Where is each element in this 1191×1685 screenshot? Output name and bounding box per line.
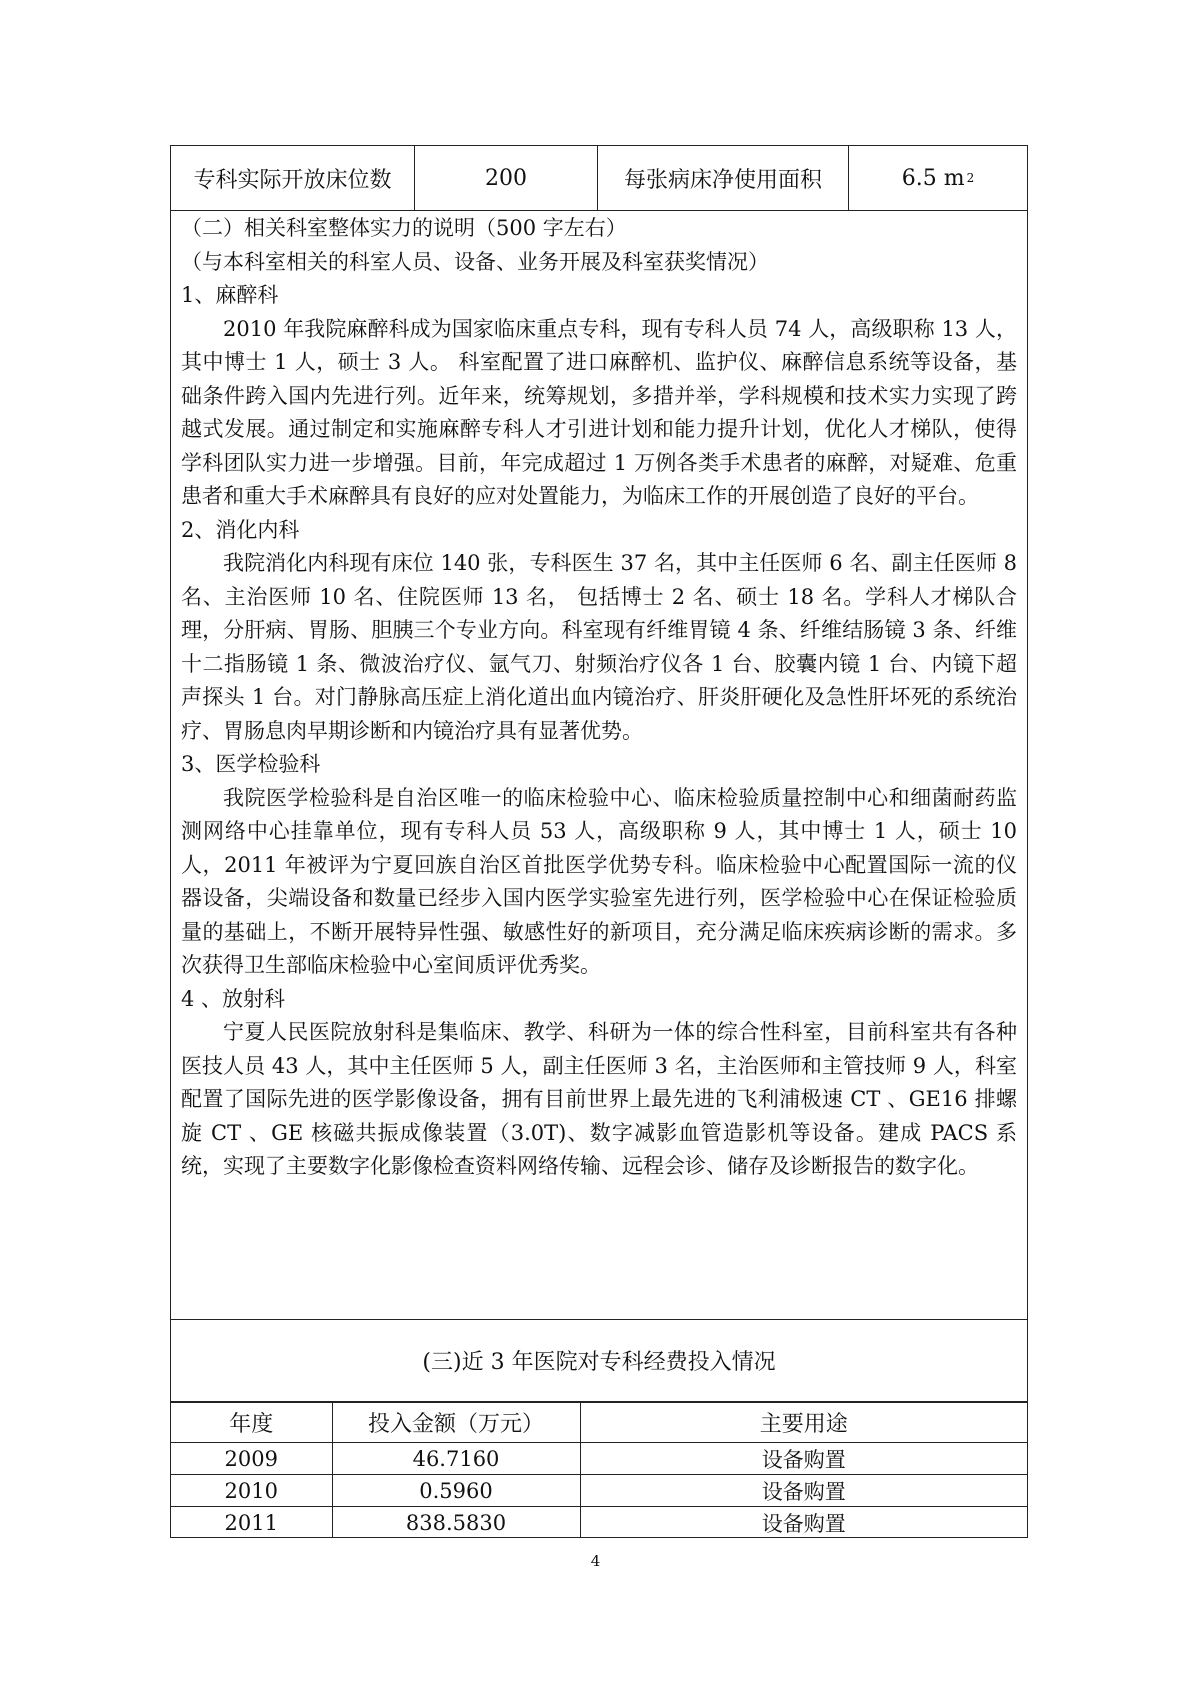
funding-table <box>171 1402 1027 1538</box>
form-table <box>170 145 1028 1538</box>
open-beds-value: 200 <box>415 146 598 210</box>
cell-amount: 838.5830 <box>332 1507 580 1539</box>
bed-area-label: 每张病床净使用面积 <box>598 146 849 210</box>
bed-area-value <box>849 146 1027 210</box>
cell-purpose: 设备购置 <box>580 1507 1027 1539</box>
cell-amount: 46.7160 <box>332 1443 580 1475</box>
column-header-amount: 投入金额（万元） <box>332 1403 580 1443</box>
bed-area-number: 6.5 m <box>901 165 965 191</box>
dept-title-anesthesia: 1、麻醉科 <box>181 283 279 307</box>
table-row <box>171 1443 1027 1475</box>
cell-year: 2010 <box>171 1475 332 1507</box>
bed-info-row <box>171 146 1027 211</box>
cell-year: 2009 <box>171 1443 332 1475</box>
dept-title-radiology: 4 、放射科 <box>181 986 286 1011</box>
cell-amount: 0.5960 <box>332 1475 580 1507</box>
cell-purpose: 设备购置 <box>580 1475 1027 1507</box>
cell-year: 2011 <box>171 1507 332 1539</box>
page-number: 4 <box>590 1552 601 1570</box>
section-heading: （二）相关科室整体实力的说明（500 字左右） <box>181 216 627 240</box>
column-header-year: 年度 <box>171 1403 332 1443</box>
funding-section-title: (三)近 3 年医院对专科经费投入情况 <box>171 1320 1027 1402</box>
dept-title-gastroenterology: 2、消化内科 <box>181 517 300 542</box>
funding-table-header <box>171 1403 1027 1443</box>
dept-text-anesthesia: 2010 年我院麻醉科成为国家临床重点专科，现有专科人员 74 人，高级职称 13 人，其中博士 1 人，硕士 3 人。 科室配置了进口麻醉机、监护仪、麻醉信息系统等设备，基础条件跨入国内先进行列。近年来，统筹规划，多措并举，学科规模和技术实力实现了跨越式发展。通过制定和实施麻醉专科人才引进计划和能力提升计划，优化人才梯队，使得学科团队实力进一步增强。目前，年完成超过 1 万例各类手术患者的麻醉，对疑难、危重患者和重大手术麻醉具有良好的应对处置能力，为临床工作的开展创造了良好的平台。 <box>181 316 1017 508</box>
dept-text-radiology: 宁夏人民医院放射科是集临床、教学、科研为一体的综合性科室，目前科室共有各种医技人员 43 人，其中主任医师 5 人，副主任医师 3 名，主治医师和主管技师 9 人，科室配置了国际先进的医学影像设备，拥有目前世界上最先进的飞利浦极速 CT 、GE16 排螺旋 CT 、GE 核磁共振成像装置（3.0T)、数字减影血管造影机等设备。建成 PACS 系统，实现了主要数字化影像检查资料网络传输、远程会诊、储存及诊断报告的数字化。 <box>181 1020 1017 1178</box>
bed-area-unit-superscript: 2 <box>966 171 975 185</box>
dept-text-gastroenterology: 我院消化内科现有床位 140 张，专科医生 37 名，其中主任医师 6 名、副主任医师 8 名、主治医师 10 名、住院医师 13 名， 包括博士 2 名、硕士 18 名。学科人才梯队合理，分肝病、胃肠、胆胰三个专业方向。科室现有纤维胃镜 4 条、纤维结肠镜 3 条、纤维十二指肠镜 1 条、微波治疗仪、氩气刀、射频治疗仪各 1 台、胶囊内镜 1 台、内镜下超声探头 1 台。对门静脉高压症上消化道出血内镜治疗、肝炎肝硬化及急性肝坏死的系统治疗、胃肠息肉早期诊断和内镜治疗具有显著优势。 <box>181 551 1017 743</box>
open-beds-label: 专科实际开放床位数 <box>171 146 415 210</box>
table-row <box>171 1475 1027 1507</box>
section-subheading: （与本科室相关的科室人员、设备、业务开展及科室获奖情况） <box>181 249 769 274</box>
related-departments-section <box>171 210 1027 1320</box>
table-row <box>171 1507 1027 1539</box>
dept-title-laboratory: 3、医学检验科 <box>181 752 321 776</box>
dept-text-laboratory: 我院医学检验科是自治区唯一的临床检验中心、临床检验质量控制中心和细菌耐药监测网络中心挂靠单位，现有专科人员 53 人，高级职称 9 人，其中博士 1 人，硕士 10 人，2011 年被评为宁夏回族自治区首批医学优势专科。临床检验中心配置国际一流的仪器设备，尖端设备和数量已经步入国内医学实验室先进行列，医学检验中心在保证检验质量的基础上，不断开展特异性强、敏感性好的新项目，充分满足临床疾病诊断的需求。多次获得卫生部临床检验中心室间质评优秀奖。 <box>181 785 1017 977</box>
column-header-purpose: 主要用途 <box>580 1403 1027 1443</box>
cell-purpose: 设备购置 <box>580 1443 1027 1475</box>
